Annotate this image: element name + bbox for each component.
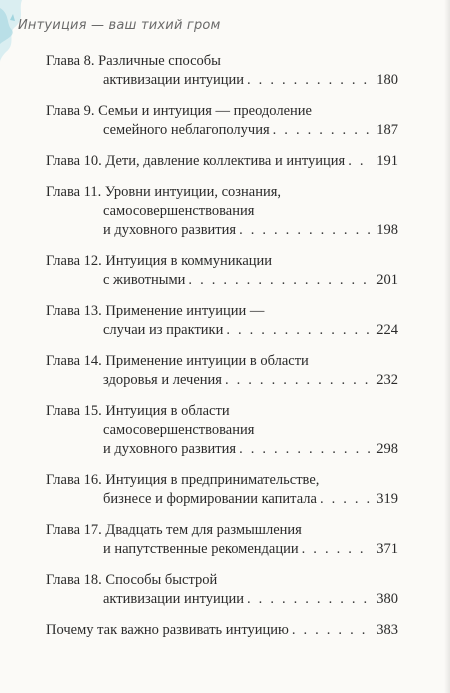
toc-page-number: 232 <box>376 372 398 388</box>
running-head: Интуиция — ваш тихий гром <box>18 18 221 33</box>
leader-dots <box>302 540 371 559</box>
toc-page-number: 383 <box>376 622 398 638</box>
toc-entry-title-cont: активизации интуиции <box>103 591 245 607</box>
leader-dots <box>292 621 371 640</box>
page-edge-shadow <box>444 0 450 693</box>
toc-entry-title: Почему так важно развивать интуицию <box>46 622 289 638</box>
toc-entry-chapter-14[interactable] <box>46 352 398 390</box>
toc-entry-title-cont: и духовного развития <box>103 441 237 457</box>
toc-entry-chapter-13[interactable] <box>46 302 398 340</box>
leader-dots <box>273 121 371 140</box>
toc-entry-title: Глава 13. Применение интуиции — <box>46 303 265 319</box>
toc-entry-chapter-16[interactable] <box>46 471 398 509</box>
toc-entry-chapter-11[interactable] <box>46 183 398 240</box>
toc-page-number: 180 <box>376 72 398 88</box>
leader-dots <box>320 490 371 509</box>
toc-entry-chapter-10[interactable] <box>46 152 398 171</box>
toc-entry-chapter-8[interactable] <box>46 52 398 90</box>
toc-entry-title-cont: семейного неблагополучия <box>103 122 270 138</box>
toc-page-number: 187 <box>376 122 398 138</box>
toc-entry-chapter-18[interactable] <box>46 571 398 609</box>
toc-page-number: 319 <box>376 491 398 507</box>
toc-entry-title-cont: и духовного развития <box>103 222 237 238</box>
toc-entry-chapter-17[interactable] <box>46 521 398 559</box>
leader-dots <box>239 221 371 240</box>
toc-entry-title: Глава 10. Дети, давление коллектива и интуиция <box>46 153 346 169</box>
toc-entry-title: Глава 16. Интуиция в предпринимательстве, <box>46 472 320 488</box>
leader-dots <box>239 440 371 459</box>
leader-dots <box>247 590 371 609</box>
toc-page-number: 380 <box>376 591 398 607</box>
toc-page-number: 371 <box>376 541 398 557</box>
leader-dots <box>226 321 371 340</box>
toc-page-number: 198 <box>376 222 398 238</box>
toc-page-number: 201 <box>376 272 398 288</box>
toc-entry-title: Глава 8. Различные способы <box>46 53 221 69</box>
toc-page-number: 224 <box>376 322 398 338</box>
toc-entry-title-cont: случаи из практики <box>103 322 224 338</box>
toc-entry-chapter-9[interactable] <box>46 102 398 140</box>
table-of-contents <box>46 52 398 652</box>
toc-entry-title: Глава 17. Двадцать тем для размышления <box>46 522 302 538</box>
toc-entry-title: Глава 9. Семьи и интуиция — преодоление <box>46 103 312 119</box>
leader-dots <box>188 271 371 290</box>
toc-entry-title: Глава 12. Интуиция в коммуникации <box>46 253 273 269</box>
toc-entry-title: Глава 11. Уровни интуиции, сознания, <box>46 184 282 200</box>
toc-entry-title: Глава 18. Способы быстрой <box>46 572 218 588</box>
toc-entry-title-cont: с животными <box>103 272 186 288</box>
watercolor-decoration-icon <box>0 0 40 80</box>
leader-dots <box>348 152 371 171</box>
toc-entry-title-cont: активизации интуиции <box>103 72 245 88</box>
toc-entry-title-cont: самосовершенствования <box>103 203 255 219</box>
leader-dots <box>247 71 371 90</box>
toc-entry-title-cont: бизнесе и формировании капитала <box>103 491 317 507</box>
toc-entry-title: Глава 15. Интуиция в области <box>46 403 230 419</box>
toc-entry-title-cont: самосовершенствования <box>103 422 255 438</box>
toc-page-number: 298 <box>376 441 398 457</box>
toc-entry-conclusion[interactable] <box>46 621 398 640</box>
toc-entry-title: Глава 14. Применение интуиции в области <box>46 353 309 369</box>
leader-dots <box>225 371 371 390</box>
toc-entry-title-cont: и напутственные рекомендации <box>103 541 299 557</box>
toc-entry-chapter-12[interactable] <box>46 252 398 290</box>
toc-entry-title-cont: здоровья и лечения <box>103 372 222 388</box>
toc-entry-chapter-15[interactable] <box>46 402 398 459</box>
toc-page-number: 191 <box>376 153 398 169</box>
